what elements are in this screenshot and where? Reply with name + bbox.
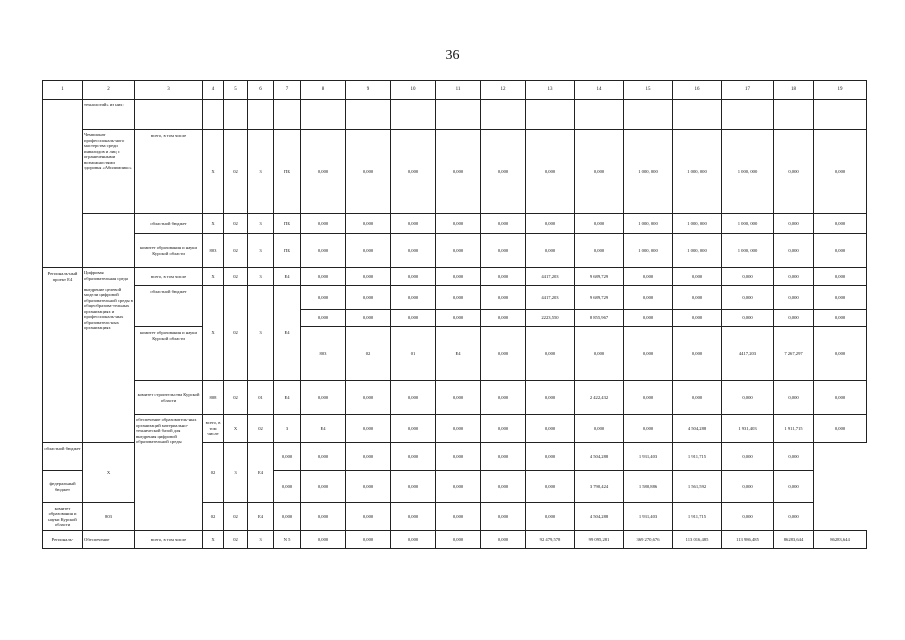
value-cell: 0,000 bbox=[814, 130, 867, 214]
table-row bbox=[43, 214, 867, 234]
value-cell: 4417,203 bbox=[526, 268, 575, 286]
value-cell: 369 270,676 bbox=[624, 531, 673, 549]
value-cell: 0,000 bbox=[436, 415, 481, 443]
value-cell: 0,000 bbox=[481, 415, 526, 443]
value-cell: 0,000 bbox=[391, 471, 436, 503]
value-cell: 0,000 bbox=[346, 286, 391, 310]
header-cell: 2 bbox=[83, 81, 135, 100]
value-cell: 0,000 bbox=[722, 503, 774, 531]
value-cell: 3 790,424 bbox=[575, 471, 624, 503]
value-cell: 0,000 bbox=[481, 531, 526, 549]
value-cell: 0,000 bbox=[575, 130, 624, 214]
value-cell: 0,000 bbox=[301, 130, 346, 214]
value-cell: 1 000, 000 bbox=[624, 130, 673, 214]
value-cell: 0,000 bbox=[481, 130, 526, 214]
value-cell: 0,000 bbox=[774, 443, 814, 471]
value-cell: 0,000 bbox=[346, 130, 391, 214]
value-cell: 0,000 bbox=[526, 503, 575, 531]
header-cell: 9 bbox=[346, 81, 391, 100]
budget-table bbox=[42, 80, 867, 549]
value-cell: 0,000 bbox=[436, 214, 481, 234]
value-cell: 0,000 bbox=[391, 381, 436, 415]
value-cell: 0,000 bbox=[436, 268, 481, 286]
code-cell: Е4 bbox=[248, 503, 274, 531]
header-cell: 16 bbox=[673, 81, 722, 100]
value-cell: 0,000 bbox=[481, 214, 526, 234]
funding-source-cell: областной бюджет bbox=[135, 286, 203, 327]
value-cell: 0,000 bbox=[301, 268, 346, 286]
code-cell: ПБ bbox=[274, 214, 301, 234]
value-cell: 8 855,967 bbox=[575, 310, 624, 327]
empty-cell bbox=[248, 100, 274, 130]
value-cell: 0,000 bbox=[814, 310, 867, 327]
value-cell: 0,000 bbox=[575, 234, 624, 268]
value-cell: 0,000 bbox=[814, 286, 867, 310]
value-cell: 0,000 bbox=[722, 310, 774, 327]
value-cell: 0,000 bbox=[526, 471, 575, 503]
value-cell: 0,000 bbox=[624, 286, 673, 310]
code-cell: N 5 bbox=[274, 531, 301, 549]
value-cell: 1 931,403 bbox=[624, 443, 673, 471]
value-cell: 86283,644 bbox=[814, 531, 867, 549]
table-row bbox=[43, 381, 867, 415]
value-cell: 0,000 bbox=[391, 310, 436, 327]
value-cell: 2 422,432 bbox=[575, 381, 624, 415]
measure-name-cell: Чемпионат профессиональ-ного мастерства среди инвалидов и лиц с ограниченными возможностями здоровья «Абилимпикс» bbox=[83, 130, 135, 214]
value-cell: 0,000 bbox=[722, 268, 774, 286]
value-cell: 4 504,288 bbox=[575, 443, 624, 471]
value-cell: 1 000, 000 bbox=[624, 214, 673, 234]
code-cell: 803 bbox=[83, 503, 135, 531]
header-row bbox=[43, 81, 867, 100]
code-cell: 02 bbox=[224, 531, 248, 549]
value-cell: 0,000 bbox=[346, 415, 391, 443]
value-cell: 0,000 bbox=[526, 415, 575, 443]
table-row bbox=[43, 268, 867, 286]
value-cell: 4 504,288 bbox=[575, 503, 624, 531]
value-cell: 4417,203 bbox=[526, 286, 575, 310]
value-cell: 0,000 bbox=[722, 471, 774, 503]
measure-name-cell: обеспечение образователь-ных организаций материально-технической базой для внедрения цифровой образовательной среды bbox=[135, 415, 203, 531]
code-cell: 808 bbox=[203, 381, 224, 415]
value-cell: 2223,550 bbox=[526, 310, 575, 327]
value-cell: 0,000 bbox=[301, 443, 346, 471]
code-cell: 3 bbox=[224, 443, 248, 503]
code-cell: Е4 bbox=[274, 381, 301, 415]
value-cell: 0,000 bbox=[391, 415, 436, 443]
value-cell: 0,000 bbox=[774, 471, 814, 503]
code-cell: 3 bbox=[248, 531, 274, 549]
header-cell: 6 bbox=[248, 81, 274, 100]
code-cell: Е4 bbox=[436, 327, 481, 381]
code-cell: 02 bbox=[224, 234, 248, 268]
value-cell: 0,000 bbox=[391, 234, 436, 268]
code-cell: X bbox=[83, 443, 135, 503]
empty-cell bbox=[436, 100, 481, 130]
value-cell: 0,000 bbox=[624, 415, 673, 443]
value-cell: 0,000 bbox=[624, 268, 673, 286]
value-cell: 0,000 bbox=[436, 234, 481, 268]
value-cell: 4417,203 bbox=[722, 327, 774, 381]
funding-source-cell: областной бюджет bbox=[43, 443, 83, 471]
value-cell: 0,000 bbox=[774, 268, 814, 286]
value-cell: 0,000 bbox=[481, 268, 526, 286]
value-cell: 0,000 bbox=[436, 310, 481, 327]
value-cell: 0,000 bbox=[481, 234, 526, 268]
code-cell: X bbox=[203, 531, 224, 549]
header-cell: 4 bbox=[203, 81, 224, 100]
value-cell: 0,000 bbox=[814, 268, 867, 286]
value-cell: 0,000 bbox=[346, 503, 391, 531]
header-cell: 12 bbox=[481, 81, 526, 100]
value-cell: 0,000 bbox=[774, 234, 814, 268]
value-cell: 0,000 bbox=[774, 381, 814, 415]
code-cell: 803 bbox=[203, 234, 224, 268]
value-cell: 0,000 bbox=[814, 234, 867, 268]
table-row bbox=[43, 234, 867, 268]
value-cell: 0,000 bbox=[774, 130, 814, 214]
value-cell: 1 911,715 bbox=[673, 503, 722, 531]
empty-cell bbox=[83, 214, 135, 268]
code-cell: 02 bbox=[224, 214, 248, 234]
header-cell: 13 bbox=[526, 81, 575, 100]
empty-cell bbox=[481, 100, 526, 130]
value-cell: 0,000 bbox=[624, 327, 673, 381]
value-cell: 0,000 bbox=[346, 310, 391, 327]
value-cell: 0,000 bbox=[673, 286, 722, 310]
code-cell: 3 bbox=[248, 286, 274, 381]
project-cell: Региональ- bbox=[43, 531, 83, 549]
value-cell: 0,000 bbox=[301, 310, 346, 327]
value-cell: 0,000 bbox=[624, 381, 673, 415]
value-cell: 0,000 bbox=[301, 381, 346, 415]
value-cell: 0,000 bbox=[814, 415, 867, 443]
table-row bbox=[43, 531, 867, 549]
value-cell: 0,000 bbox=[481, 310, 526, 327]
value-cell: 0,000 bbox=[575, 415, 624, 443]
value-cell: 0,000 bbox=[391, 503, 436, 531]
code-cell: Е4 bbox=[248, 443, 274, 503]
empty-cell bbox=[301, 100, 346, 130]
table-row bbox=[43, 286, 867, 310]
header-cell: 11 bbox=[436, 81, 481, 100]
header-cell: 18 bbox=[774, 81, 814, 100]
funding-source-cell: всего, в том числе bbox=[135, 268, 203, 286]
value-cell: 0,000 bbox=[346, 471, 391, 503]
value-cell: 0,000 bbox=[391, 130, 436, 214]
value-cell: 7 267,297 bbox=[774, 327, 814, 381]
measure-name-cell: Цифровая образовательная среда внедрение целевой модели цифровой образовательной среды в общеобразова-тельных организациях и профессиональ-ных образователь-ных организациях bbox=[83, 268, 135, 443]
value-cell: 0,000 bbox=[481, 503, 526, 531]
value-cell: 0,000 bbox=[722, 443, 774, 471]
value-cell: 0,000 bbox=[391, 286, 436, 310]
empty-cell bbox=[274, 100, 301, 130]
empty-cell bbox=[575, 100, 624, 130]
value-cell: 0,000 bbox=[673, 327, 722, 381]
value-cell: 1 931,403 bbox=[722, 415, 774, 443]
value-cell: 1 000, 000 bbox=[673, 234, 722, 268]
code-cell: 02 bbox=[224, 503, 248, 531]
funding-source-cell: комитет образования и науки Курской области bbox=[43, 503, 83, 531]
empty-cell bbox=[722, 100, 774, 130]
value-cell: 0,000 bbox=[526, 234, 575, 268]
measure-name-cell: технологий» из них: bbox=[83, 100, 135, 130]
empty-cell bbox=[526, 100, 575, 130]
header-cell: 3 bbox=[135, 81, 203, 100]
header-cell: 1 bbox=[43, 81, 83, 100]
value-cell: 0,000 bbox=[526, 443, 575, 471]
value-cell: 0,000 bbox=[673, 381, 722, 415]
value-cell: 0,000 bbox=[346, 531, 391, 549]
code-cell: 3 bbox=[274, 415, 301, 443]
value-cell: 0,000 bbox=[346, 443, 391, 471]
value-cell: 0,000 bbox=[774, 214, 814, 234]
value-cell: 1 911,715 bbox=[673, 443, 722, 471]
header-cell: 14 bbox=[575, 81, 624, 100]
value-cell: 0,000 bbox=[624, 310, 673, 327]
table-row bbox=[43, 100, 867, 130]
value-cell: 0,000 bbox=[436, 503, 481, 531]
measure-name-cell: Обеспечение bbox=[83, 531, 135, 549]
value-cell: 1 000, 000 bbox=[722, 234, 774, 268]
value-cell: 92 479,578 bbox=[526, 531, 575, 549]
code-cell: 3 bbox=[248, 234, 274, 268]
value-cell: 0,000 bbox=[774, 310, 814, 327]
header-cell: 5 bbox=[224, 81, 248, 100]
value-cell: 9 689,729 bbox=[575, 286, 624, 310]
value-cell: 1 561,592 bbox=[673, 471, 722, 503]
value-cell: 99 095,281 bbox=[575, 531, 624, 549]
code-cell: 02 bbox=[224, 130, 248, 214]
value-cell: 1 000, 000 bbox=[722, 214, 774, 234]
project-cell: Региональ-ный проект Е4 bbox=[43, 268, 83, 443]
table-row bbox=[43, 327, 867, 381]
code-cell: X bbox=[203, 268, 224, 286]
value-cell: 0,000 bbox=[274, 471, 301, 503]
code-cell: ПБ bbox=[274, 234, 301, 268]
value-cell: 0,000 bbox=[274, 443, 301, 471]
value-cell: 4 504,288 bbox=[673, 415, 722, 443]
value-cell: 0,000 bbox=[391, 443, 436, 471]
value-cell: 0,000 bbox=[774, 503, 814, 531]
value-cell: 0,000 bbox=[301, 503, 346, 531]
header-cell: 19 bbox=[814, 81, 867, 100]
value-cell: 0,000 bbox=[436, 286, 481, 310]
code-cell: 01 bbox=[391, 327, 436, 381]
header-cell: 10 bbox=[391, 81, 436, 100]
table-row bbox=[43, 130, 867, 214]
code-cell: 3 bbox=[248, 214, 274, 234]
value-cell: 0,000 bbox=[274, 503, 301, 531]
value-cell: 0,000 bbox=[481, 381, 526, 415]
value-cell: 0,000 bbox=[814, 214, 867, 234]
empty-cell bbox=[346, 100, 391, 130]
code-cell: 02 bbox=[203, 443, 224, 503]
page-number: 36 bbox=[445, 48, 460, 63]
value-cell: 0,000 bbox=[722, 381, 774, 415]
value-cell: 0,000 bbox=[436, 443, 481, 471]
code-cell: 803 bbox=[301, 327, 346, 381]
value-cell: 1 000, 000 bbox=[673, 130, 722, 214]
value-cell: 1 911,715 bbox=[774, 415, 814, 443]
value-cell: 86283,644 bbox=[774, 531, 814, 549]
value-cell: 0,000 bbox=[301, 531, 346, 549]
value-cell: 9 689,729 bbox=[575, 268, 624, 286]
code-cell: 02 bbox=[224, 268, 248, 286]
table-row bbox=[43, 415, 867, 443]
value-cell: 0,000 bbox=[301, 471, 346, 503]
empty-cell bbox=[673, 100, 722, 130]
header-cell: 17 bbox=[722, 81, 774, 100]
value-cell: 0,000 bbox=[346, 268, 391, 286]
value-cell: 0,000 bbox=[814, 327, 867, 381]
value-cell: 0,000 bbox=[526, 381, 575, 415]
value-cell: 1 000, 000 bbox=[673, 214, 722, 234]
value-cell: 0,000 bbox=[301, 286, 346, 310]
empty-cell bbox=[43, 100, 83, 268]
empty-cell bbox=[624, 100, 673, 130]
value-cell: 0,000 bbox=[481, 327, 526, 381]
value-cell: 0,000 bbox=[436, 531, 481, 549]
value-cell: 0,000 bbox=[391, 531, 436, 549]
value-cell: 0,000 bbox=[575, 214, 624, 234]
value-cell: 0,000 bbox=[346, 381, 391, 415]
code-cell: X bbox=[224, 415, 248, 443]
code-cell: 3 bbox=[248, 268, 274, 286]
empty-cell bbox=[774, 100, 814, 130]
code-cell: X bbox=[203, 130, 224, 214]
value-cell: 0,000 bbox=[526, 130, 575, 214]
value-cell: 0,000 bbox=[814, 381, 867, 415]
code-cell: ПБ bbox=[274, 130, 301, 214]
value-cell: 0,000 bbox=[722, 286, 774, 310]
value-cell: 0,000 bbox=[526, 214, 575, 234]
empty-cell bbox=[203, 100, 224, 130]
empty-cell bbox=[224, 100, 248, 130]
value-cell: 0,000 bbox=[346, 214, 391, 234]
value-cell: 1 580,886 bbox=[624, 471, 673, 503]
value-cell: 1 000, 000 bbox=[722, 130, 774, 214]
code-cell: Е4 bbox=[274, 268, 301, 286]
header-cell: 8 bbox=[301, 81, 346, 100]
value-cell: 0,000 bbox=[436, 130, 481, 214]
value-cell: 0,000 bbox=[391, 268, 436, 286]
funding-source-cell: комитет образования и науки Курской области bbox=[135, 327, 203, 381]
value-cell: 0,000 bbox=[301, 214, 346, 234]
header-cell: 15 bbox=[624, 81, 673, 100]
value-cell: 0,000 bbox=[526, 327, 575, 381]
code-cell: 02 bbox=[224, 381, 248, 415]
header-cell: 7 bbox=[274, 81, 301, 100]
value-cell: 113 986,485 bbox=[722, 531, 774, 549]
code-cell: Е4 bbox=[274, 286, 301, 381]
code-cell: 02 bbox=[203, 503, 224, 531]
value-cell: 0,000 bbox=[673, 310, 722, 327]
code-cell: 01 bbox=[248, 381, 274, 415]
code-cell: 3 bbox=[248, 130, 274, 214]
value-cell: 0,000 bbox=[774, 286, 814, 310]
code-cell: X bbox=[203, 286, 224, 381]
funding-source-cell: областной бюджет bbox=[135, 214, 203, 234]
code-cell: Е4 bbox=[301, 415, 346, 443]
empty-cell bbox=[814, 100, 867, 130]
funding-source-cell: комитет строительства Курской области bbox=[135, 381, 203, 415]
empty-cell bbox=[391, 100, 436, 130]
empty-cell bbox=[135, 100, 203, 130]
value-cell: 0,000 bbox=[391, 214, 436, 234]
value-cell: 0,000 bbox=[436, 471, 481, 503]
code-cell: 02 bbox=[346, 327, 391, 381]
funding-source-cell: комитет образования и науки Курской области bbox=[135, 234, 203, 268]
funding-source-cell: всего, в том числе bbox=[135, 130, 203, 214]
value-cell: 0,000 bbox=[481, 286, 526, 310]
funding-source-cell: федеральный бюджет bbox=[43, 471, 83, 503]
value-cell: 0,000 bbox=[481, 443, 526, 471]
value-cell: 0,000 bbox=[673, 268, 722, 286]
code-cell: 02 bbox=[248, 415, 274, 443]
value-cell: 0,000 bbox=[436, 381, 481, 415]
value-cell: 0,000 bbox=[301, 234, 346, 268]
value-cell: 1 931,403 bbox=[624, 503, 673, 531]
code-cell: X bbox=[203, 214, 224, 234]
value-cell: 0,000 bbox=[481, 471, 526, 503]
funding-source-cell: всего, в том числе bbox=[135, 531, 203, 549]
value-cell: 1 000, 000 bbox=[624, 234, 673, 268]
code-cell: 02 bbox=[224, 286, 248, 381]
value-cell: 113 016,485 bbox=[673, 531, 722, 549]
funding-source-cell: всего, в том числе bbox=[203, 415, 224, 443]
value-cell: 0,000 bbox=[346, 234, 391, 268]
value-cell: 0,000 bbox=[575, 327, 624, 381]
